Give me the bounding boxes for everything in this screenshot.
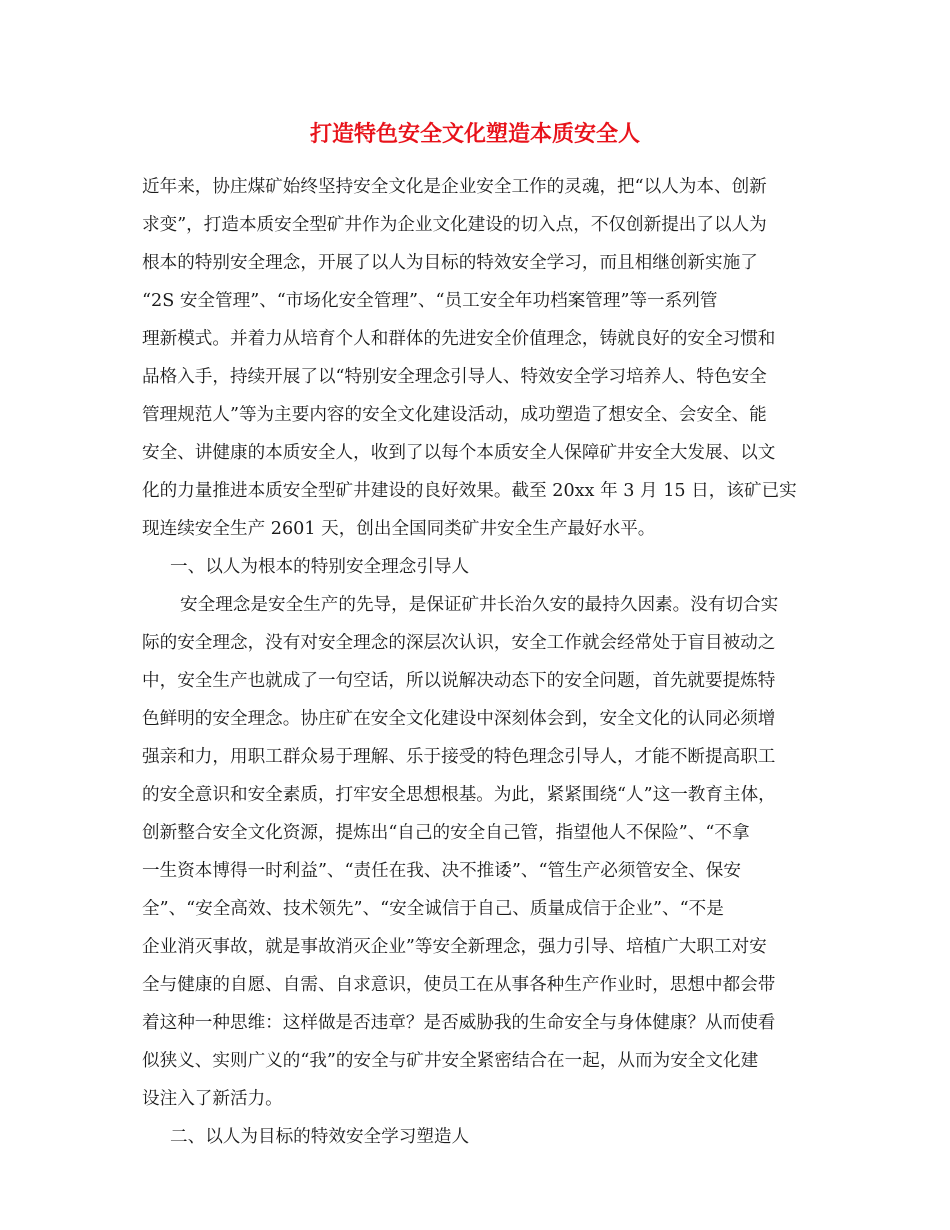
text-line: 色鲜明的安全理念。协庄矿在安全文化建设中深刻体会到，安全文化的认同必须增 [142,709,776,729]
document-body [142,168,818,1156]
text-line: 安全理念是安全生产的先导，是保证矿井长治久安的最持久因素。没有切合实 [180,595,779,615]
text-line: 全”、“安全高效、技术领先”、“安全诚信于自己、质量成信于企业”、“不是 [142,899,724,919]
section-heading: 二、以人为目标的特效安全学习塑造人 [170,1127,470,1147]
text-line: 际的安全理念，没有对安全理念的深层次认识，安全工作就会经常处于盲目被动之 [142,633,776,653]
text-line: 管理规范人”等为主要内容的安全文化建设活动，成功塑造了想安全、会安全、能 [142,405,767,425]
section-heading-2 [142,1118,818,1156]
text-line: 一生资本博得一时利益”、“责任在我、决不推诿”、“管生产必须管安全、保安 [142,861,741,881]
document-title: 打造特色安全文化塑造本质安全人 [309,121,640,147]
text-line: 现连续安全生产 2601 天，创出全国同类矿井安全生产最好水平。 [142,519,656,539]
text-line: 化的力量推进本质安全型矿井建设的良好效果。截至 20xx 年 3 月 15 日，该矿已实 [142,481,797,501]
text-line: 着这种一种思维：这样做是否违章？是否威胁我的生命安全与身体健康？从而使看 [142,1013,776,1033]
text-line: 似狭义、实则广义的“我”的安全与矿井安全紧密结合在一起，从而为安全文化建 [142,1051,759,1071]
text-line: 设注入了新活力。 [142,1089,283,1109]
text-line: 强亲和力，用职工群众易于理解、乐于接受的特色理念引导人，才能不断提高职工 [142,747,776,767]
paragraph-section-1 [142,586,818,1118]
text-line: 安全、讲健康的本质安全人，收到了以每个本质安全人保障矿井安全大发展、以文 [142,443,776,463]
text-line: 企业消灭事故，就是事故消灭企业”等安全新理念，强力引导、培植广大职工对安 [142,937,767,957]
text-line: 创新整合安全文化资源，提炼出“自己的安全自己管，指望他人不保险”、“不拿 [142,823,750,843]
text-line: 理新模式。并着力从培育个人和群体的先进安全价值理念，铸就良好的安全习惯和 [142,329,776,349]
section-heading: 一、以人为根本的特别安全理念引导人 [170,557,470,577]
section-heading-1 [142,548,818,586]
text-line: 求变”，打造本质安全型矿井作为企业文化建设的切入点，不仅创新提出了以人为 [142,215,767,235]
text-line: 全与健康的自愿、自需、自求意识，使员工在从事各种生产作业时，思想中都会带 [142,975,776,995]
text-line: 近年来，协庄煤矿始终坚持安全文化是企业安全工作的灵魂，把“以人为本、创新 [142,177,767,197]
text-line: 根本的特别安全理念，开展了以人为目标的特效安全学习，而且相继创新实施了 [142,253,758,273]
paragraph-intro [142,168,818,548]
text-line: 中，安全生产也就成了一句空话，所以说解决动态下的安全问题，首先就要提炼特 [142,671,776,691]
text-line: “2S 安全管理”、“市场化安全管理”、“员工安全年功档案管理”等一系列管 [142,291,718,311]
text-line: 的安全意识和安全素质，打牢安全思想根基。为此，紧紧围绕“人”这一教育主体， [142,785,776,805]
text-line: 品格入手，持续开展了以“特别安全理念引导人、特效安全学习培养人、特色安全 [142,367,767,387]
